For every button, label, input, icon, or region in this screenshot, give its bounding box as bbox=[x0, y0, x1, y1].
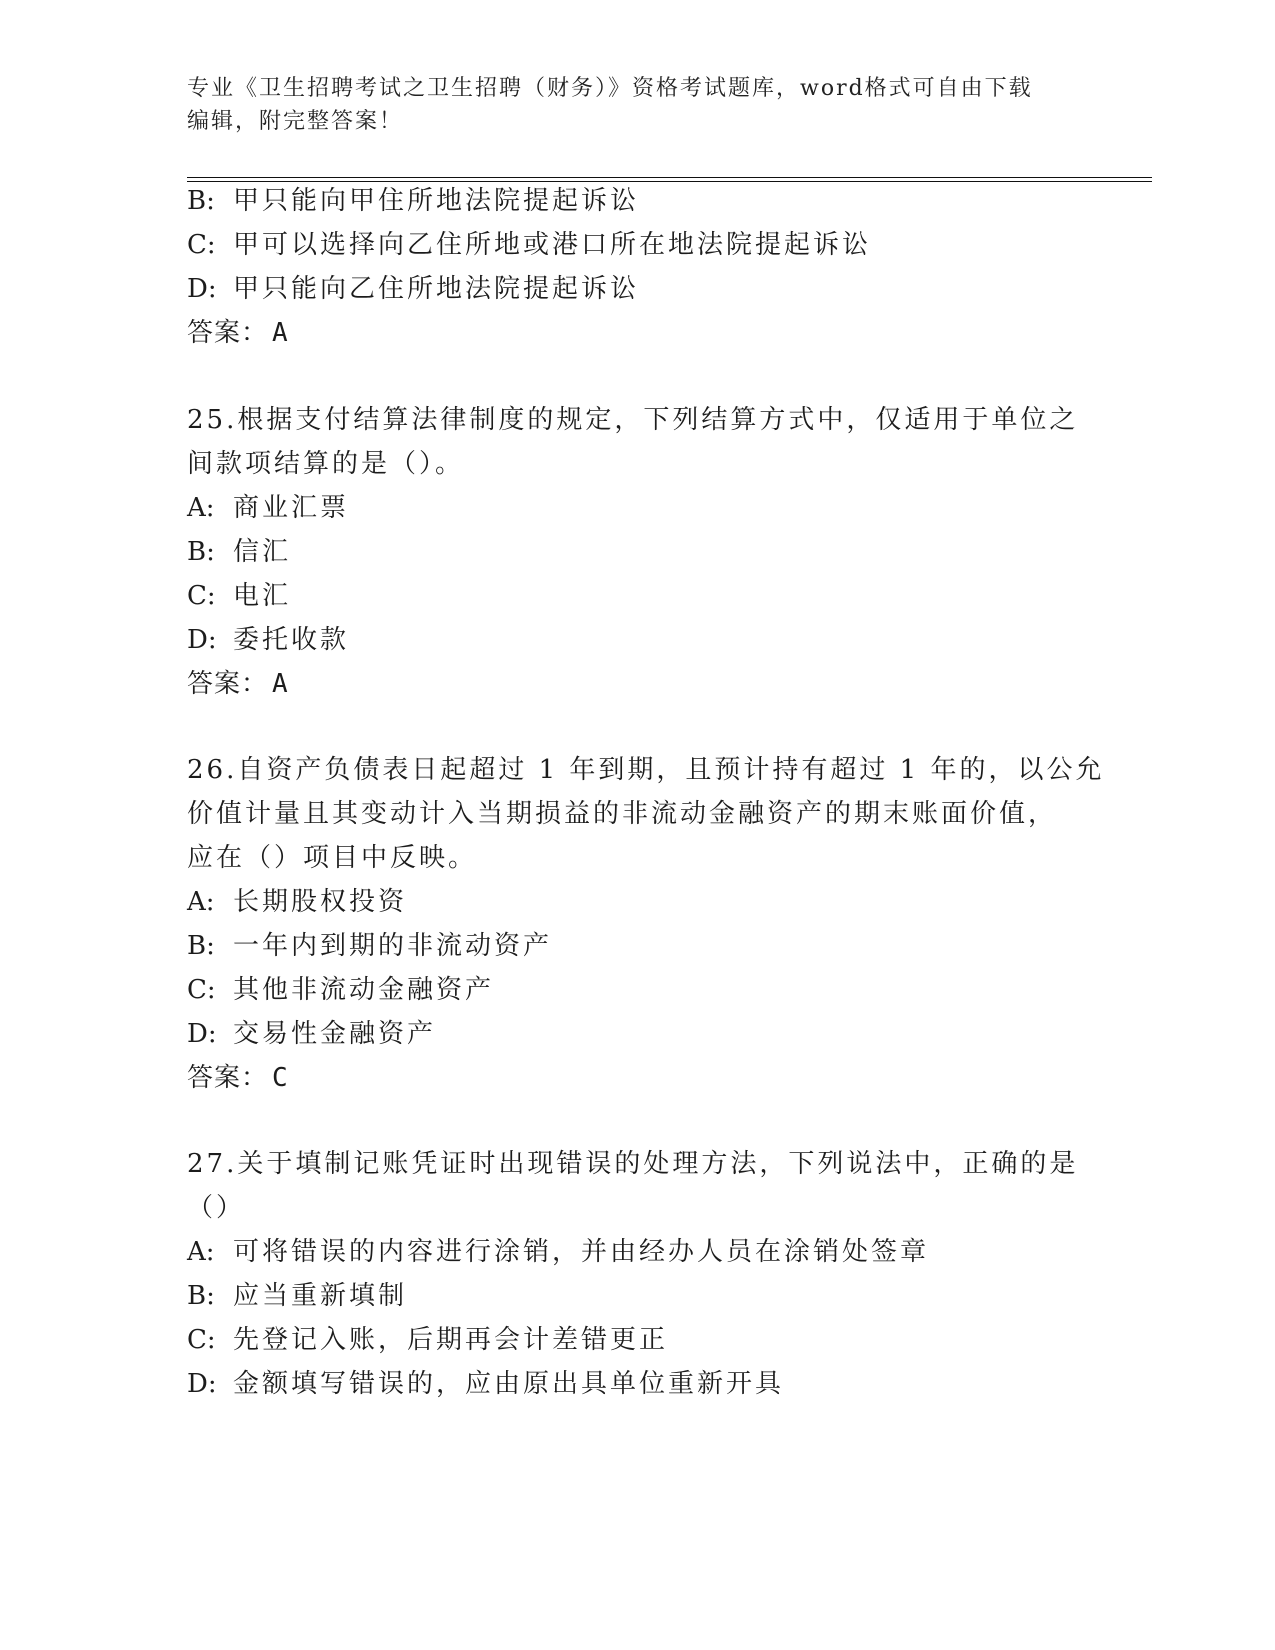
option-a bbox=[187, 1236, 929, 1268]
header-line-1: 专业《卫生招聘考试之卫生招聘（财务）》资格考试题库，word格式可自由下载 bbox=[187, 76, 1033, 101]
question-stem: 27.关于填制记账凭证时出现错误的处理方法，下列说法中，正确的是 bbox=[187, 1149, 1079, 1179]
option-text: 甲只能向甲住所地法院提起诉讼 bbox=[233, 186, 640, 216]
option-a bbox=[187, 492, 349, 524]
option-b bbox=[187, 1280, 407, 1312]
option-c bbox=[187, 1324, 668, 1356]
option-letter: D: bbox=[187, 274, 217, 304]
option-text: 甲可以选择向乙住所地或港口所在地法院提起诉讼 bbox=[233, 230, 872, 260]
option-letter: C: bbox=[187, 581, 216, 611]
option-d bbox=[187, 1018, 436, 1050]
answer-label: 答案： bbox=[187, 669, 269, 699]
answer-line bbox=[187, 317, 289, 349]
option-d bbox=[187, 1368, 784, 1400]
option-letter: A: bbox=[187, 1237, 215, 1267]
option-letter: C: bbox=[187, 1325, 216, 1355]
option-letter: C: bbox=[187, 975, 216, 1005]
option-c bbox=[187, 580, 291, 612]
question-stem: 26.自资产负债表日起超过 1 年到期，且预计持有超过 1 年的，以公允 bbox=[187, 755, 1105, 785]
option-d bbox=[187, 273, 639, 305]
option-letter: B: bbox=[187, 1281, 215, 1311]
header-line-2: 编辑，附完整答案！ bbox=[187, 109, 404, 134]
option-a bbox=[187, 886, 407, 918]
document-header bbox=[187, 72, 1087, 138]
option-text: 交易性金融资产 bbox=[233, 1019, 437, 1049]
question-stem: 间款项结算的是（）。 bbox=[187, 449, 465, 479]
option-b bbox=[187, 536, 291, 568]
answer-value: C bbox=[272, 1063, 289, 1093]
answer-label: 答案： bbox=[187, 318, 269, 348]
question-stem: 25.根据支付结算法律制度的规定，下列结算方式中，仅适用于单位之 bbox=[187, 405, 1079, 435]
option-letter: C: bbox=[187, 230, 216, 260]
option-text: 应当重新填制 bbox=[233, 1281, 408, 1311]
option-d bbox=[187, 624, 349, 656]
option-letter: A: bbox=[187, 887, 215, 917]
option-c bbox=[187, 974, 494, 1006]
answer-line bbox=[187, 1062, 289, 1094]
option-text: 先登记入账，后期再会计差错更正 bbox=[233, 1325, 669, 1355]
option-letter: B: bbox=[187, 186, 215, 216]
option-c bbox=[187, 229, 871, 261]
option-text: 一年内到期的非流动资产 bbox=[233, 931, 553, 961]
option-b bbox=[187, 185, 639, 217]
option-text: 商业汇票 bbox=[233, 493, 350, 523]
question-stem: （） bbox=[187, 1193, 246, 1223]
option-text: 信汇 bbox=[233, 537, 292, 567]
option-letter: D: bbox=[187, 1369, 217, 1399]
option-letter: A: bbox=[187, 493, 215, 523]
answer-value: A bbox=[272, 669, 289, 699]
header-divider-bottom bbox=[187, 181, 1152, 182]
option-b bbox=[187, 930, 552, 962]
question-stem: 价值计量且其变动计入当期损益的非流动金融资产的期末账面价值， bbox=[187, 799, 1058, 829]
option-text: 甲只能向乙住所地法院提起诉讼 bbox=[233, 274, 640, 304]
answer-label: 答案： bbox=[187, 1063, 269, 1093]
option-text: 其他非流动金融资产 bbox=[233, 975, 495, 1005]
answer-line bbox=[187, 668, 289, 700]
option-text: 金额填写错误的，应由原出具单位重新开具 bbox=[233, 1369, 785, 1399]
option-text: 可将错误的内容进行涂销，并由经办人员在涂销处签章 bbox=[233, 1237, 930, 1267]
option-letter: D: bbox=[187, 625, 217, 655]
option-text: 长期股权投资 bbox=[233, 887, 408, 917]
option-text: 委托收款 bbox=[233, 625, 350, 655]
answer-value: A bbox=[272, 318, 289, 348]
option-letter: B: bbox=[187, 931, 215, 961]
header-divider-top bbox=[187, 177, 1152, 178]
option-letter: D: bbox=[187, 1019, 217, 1049]
question-stem: 应在（）项目中反映。 bbox=[187, 843, 478, 873]
option-text: 电汇 bbox=[233, 581, 292, 611]
option-letter: B: bbox=[187, 537, 215, 567]
